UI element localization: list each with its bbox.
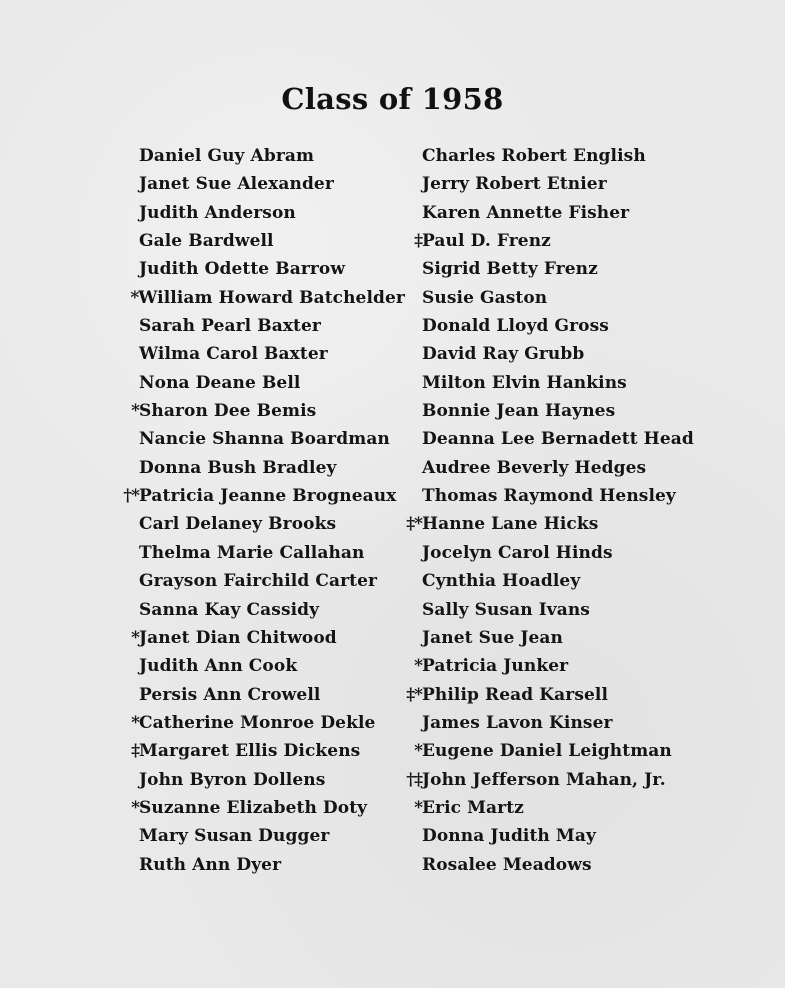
- list-item: [398, 539, 698, 567]
- honor-mark: *: [414, 741, 422, 762]
- list-item: [398, 369, 698, 397]
- student-name: Suzanne Elizabeth Doty: [139, 797, 368, 818]
- student-name: Gale Bardwell: [139, 231, 274, 252]
- page-title: Class of 1958: [281, 82, 504, 116]
- student-name: Thomas Raymond Hensley: [422, 486, 676, 507]
- student-name: Grayson Fairchild Carter: [139, 571, 378, 592]
- list-item: [398, 227, 698, 255]
- student-name: Philip Read Karsell: [422, 684, 609, 705]
- student-name: Sharon Dee Bemis: [139, 401, 317, 422]
- list-item: [105, 397, 405, 425]
- student-name: Sigrid Betty Frenz: [422, 259, 598, 280]
- list-item: [105, 624, 405, 652]
- student-name: Persis Ann Crowell: [139, 684, 321, 705]
- list-item: [105, 539, 405, 567]
- honor-mark: †‡: [406, 769, 422, 790]
- student-name: Bonnie Jean Haynes: [422, 401, 616, 422]
- student-name: Patricia Junker: [422, 656, 569, 677]
- student-name: Karen Annette Fisher: [422, 202, 630, 223]
- left-name-column: [105, 142, 405, 879]
- list-item: [398, 624, 698, 652]
- student-name: Cynthia Hoadley: [422, 571, 581, 592]
- list-item: [398, 652, 698, 680]
- list-item: [105, 312, 405, 340]
- student-name: William Howard Batchelder: [138, 287, 405, 308]
- student-name: Ruth Ann Dyer: [139, 854, 282, 875]
- student-name: Sanna Kay Cassidy: [139, 599, 320, 620]
- list-item: [105, 482, 405, 510]
- list-item: [105, 596, 405, 624]
- student-name: Janet Dian Chitwood: [139, 627, 337, 648]
- honor-mark: ‡*: [406, 684, 422, 705]
- student-name: Janet Sue Jean: [422, 627, 564, 648]
- list-item: [105, 851, 405, 879]
- right-name-column: [398, 142, 698, 879]
- honor-mark: ‡: [414, 231, 422, 252]
- list-item: [105, 227, 405, 255]
- student-name: Deanna Lee Bernadett Head: [422, 429, 694, 450]
- student-name: Margaret Ellis Dickens: [139, 741, 361, 762]
- list-item: [398, 312, 698, 340]
- student-name: Patricia Jeanne Brogneaux: [139, 486, 397, 507]
- student-name: Sally Susan Ivans: [422, 599, 590, 620]
- list-item: [105, 510, 405, 538]
- list-item: [398, 737, 698, 765]
- list-item: [398, 142, 698, 170]
- list-item: [398, 454, 698, 482]
- student-name: Eric Martz: [422, 797, 524, 818]
- list-item: [398, 766, 698, 794]
- honor-mark: *: [130, 287, 139, 308]
- student-name: Nancie Shanna Boardman: [139, 429, 390, 450]
- student-name: David Ray Grubb: [422, 344, 585, 365]
- honor-mark: *: [131, 627, 139, 648]
- list-item: [105, 425, 405, 453]
- student-name: Catherine Monroe Dekle: [139, 712, 376, 733]
- student-name: Donald Lloyd Gross: [422, 316, 609, 337]
- student-name: Mary Susan Dugger: [139, 826, 330, 847]
- list-item: [105, 567, 405, 595]
- student-name: Audree Beverly Hedges: [422, 457, 647, 478]
- student-name: Hanne Lane Hicks: [422, 514, 599, 535]
- list-item: [105, 170, 405, 198]
- honor-mark: *: [131, 712, 139, 733]
- student-name: Donna Judith May: [422, 826, 596, 847]
- student-name: Rosalee Meadows: [422, 854, 592, 875]
- student-name: Paul D. Frenz: [422, 231, 551, 252]
- student-name: Judith Anderson: [139, 202, 296, 223]
- student-name: Charles Robert English: [422, 146, 646, 166]
- student-name: Susie Gaston: [422, 287, 548, 308]
- student-name: Jerry Robert Etnier: [422, 174, 607, 195]
- list-item: [398, 851, 698, 879]
- student-name: Daniel Guy Abram: [139, 146, 315, 166]
- honor-mark: †*: [123, 486, 139, 507]
- list-item: [105, 284, 405, 312]
- honor-mark: *: [414, 797, 422, 818]
- list-item: [398, 709, 698, 737]
- list-item: [398, 170, 698, 198]
- list-item: [105, 454, 405, 482]
- list-item: [105, 255, 405, 283]
- student-name: Wilma Carol Baxter: [139, 344, 328, 365]
- list-item: [398, 482, 698, 510]
- student-name: James Lavon Kinser: [422, 712, 613, 733]
- student-name: Nona Deane Bell: [139, 372, 301, 393]
- list-item: [398, 596, 698, 624]
- student-name: Carl Delaney Brooks: [139, 514, 337, 535]
- list-item: [398, 822, 698, 850]
- list-item: [398, 397, 698, 425]
- list-item: [105, 369, 405, 397]
- student-name: Judith Odette Barrow: [139, 259, 346, 280]
- list-item: [105, 142, 405, 170]
- student-name: John Byron Dollens: [139, 769, 326, 790]
- list-item: [398, 567, 698, 595]
- list-item: [398, 794, 698, 822]
- student-name: Jocelyn Carol Hinds: [422, 542, 613, 563]
- honor-mark: ‡: [131, 741, 139, 762]
- list-item: [398, 255, 698, 283]
- student-name: Judith Ann Cook: [139, 656, 298, 677]
- list-item: [398, 510, 698, 538]
- student-name: Sarah Pearl Baxter: [139, 316, 321, 337]
- list-item: [398, 340, 698, 368]
- list-item: [105, 652, 405, 680]
- student-name: Eugene Daniel Leightman: [422, 741, 672, 762]
- honor-mark: *: [131, 401, 139, 422]
- list-item: [105, 199, 405, 227]
- student-name: Milton Elvin Hankins: [422, 372, 627, 393]
- student-name: Donna Bush Bradley: [139, 457, 337, 478]
- list-item: [398, 425, 698, 453]
- list-item: [105, 340, 405, 368]
- list-item: [105, 709, 405, 737]
- honor-mark: *: [131, 797, 139, 818]
- list-item: [105, 766, 405, 794]
- list-item: [105, 737, 405, 765]
- student-name: Janet Sue Alexander: [139, 174, 334, 195]
- honor-mark: ‡*: [406, 514, 422, 535]
- list-item: [105, 681, 405, 709]
- list-item: [105, 822, 405, 850]
- list-item: [398, 681, 698, 709]
- honor-mark: *: [414, 656, 422, 677]
- list-item: [105, 794, 405, 822]
- student-name: John Jefferson Mahan, Jr.: [422, 769, 666, 790]
- student-name: Thelma Marie Callahan: [139, 542, 365, 563]
- list-item: [398, 199, 698, 227]
- list-item: [398, 284, 698, 312]
